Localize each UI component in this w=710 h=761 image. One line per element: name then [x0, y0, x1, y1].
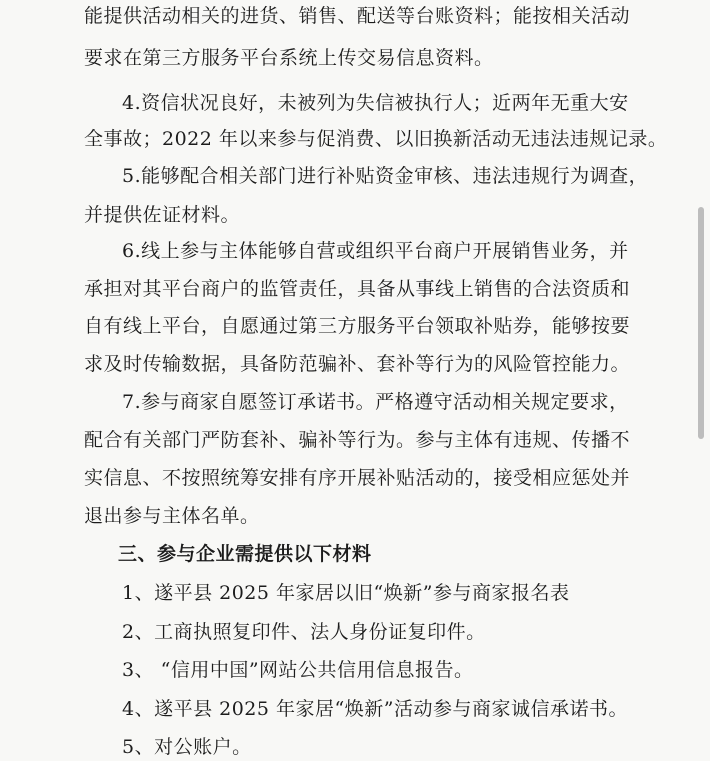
paragraph-line: 4.资信状况良好，未被列为失信被执行人；近两年无重大安 — [122, 92, 629, 114]
paragraph-line: 6.线上参与主体能够自营或组织平台商户开展销售业务，并 — [122, 240, 629, 262]
paragraph-line: 实信息、不按照统筹安排有序开展补贴活动的，接受相应惩处并 — [84, 467, 631, 489]
section-heading: 三、参与企业需提供以下材料 — [118, 543, 372, 565]
material-item: 5、对公账户。 — [122, 736, 252, 758]
paragraph-line: 配合有关部门严防套补、骗补等行为。参与主体有违规、传播不 — [84, 429, 631, 451]
paragraph-line: 退出参与主体名单。 — [84, 505, 260, 527]
paragraph-line: 7.参与商家自愿签订承诺书。严格遵守活动相关规定要求， — [122, 391, 629, 413]
paragraph-line: 承担对其平台商户的监管责任，具备从事线上销售的合法资质和 — [84, 278, 631, 300]
material-item: 4、遂平县 2025 年家居“焕新”活动参与商家诚信承诺书。 — [122, 698, 628, 720]
material-item: 2、工商执照复印件、法人身份证复印件。 — [122, 621, 486, 643]
paragraph-line: 求及时传输数据，具备防范骗补、套补等行为的风险管控能力。 — [84, 353, 631, 375]
paragraph-line: 全事故；2022 年以来参与促消费、以旧换新活动无违法违规记录。 — [84, 128, 668, 150]
paragraph-line: 5.能够配合相关部门进行补贴资金审核、违法违规行为调查， — [122, 165, 649, 187]
paragraph-line: 能提供活动相关的进货、销售、配送等台账资料；能按相关活动 — [84, 5, 631, 27]
scrollbar-thumb[interactable] — [698, 207, 704, 439]
paragraph-line: 自有线上平台，自愿通过第三方服务平台领取补贴券，能够按要 — [84, 315, 631, 337]
material-item: 1、遂平县 2025 年家居以旧“焕新”参与商家报名表 — [122, 582, 570, 604]
paragraph-line: 要求在第三方服务平台系统上传交易信息资料。 — [84, 47, 494, 69]
scrollbar[interactable] — [698, 0, 706, 761]
paragraph-line: 并提供佐证材料。 — [84, 204, 241, 226]
material-item: 3、 “信用中国”网站公共信用信息报告。 — [122, 659, 474, 681]
